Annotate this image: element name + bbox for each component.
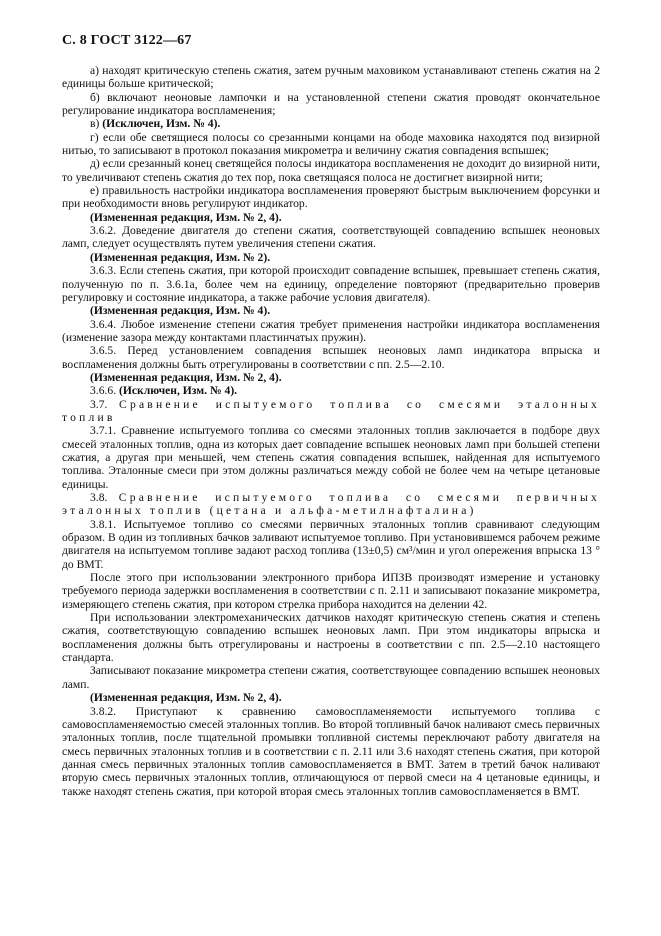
- paragraph-text: 3.8.1. Испытуемое топливо со смесями первичных эталонных топлив сравнивают следующим образом. В один из топливных бачков заливают испытуемое топливо. При установившемся рабочем режиме двигателя на испытуемом топливе задают расход топлива (13±0,5) см³/мин и угол опережения впрыска 13 ° до ВМТ.: [62, 517, 600, 571]
- paragraph: [62, 131, 600, 158]
- paragraph: [62, 184, 600, 211]
- paragraph: [62, 318, 600, 345]
- paragraph-text: 3.6.5. Перед установлением совпадения вспышек неоновых ламп индикатора впрыска и воспламенения должны быть отрегулированы в соответствии с пп. 2.5—2.10.: [62, 344, 600, 371]
- amendment-note: [62, 251, 600, 264]
- paragraph-text: (Исключен, Изм. № 4).: [102, 117, 221, 131]
- paragraph-text: 3.6.4. Любое изменение степени сжатия требует применения настройки индикатора воспламенения (изменение зазора между контактами пластинчатых пружин).: [62, 317, 600, 344]
- paragraph: [62, 611, 600, 664]
- paragraph: [62, 424, 600, 491]
- paragraph-text: 3.8.2. Приступают к сравнению самовоспламеняемости испытуемого топлива с самовоспламеняемостью смесей эталонных топлив. Во второй топливный бачок наливают смесь первичных эталонных топлив, после тщательной промывки топливной системы переключают работу двигателя на смесь первичных эталонных топлив и в соответствии с п. 2.11 или 3.6 находят степень сжатия, при которой данная смесь первичных эталонных топлив самовоспламеняется в ВМТ. Затем в третий бачок наливают вторую смесь первичных эталонных топлив, отличающуюся от первой смеси на 4 цетановые единицы, и также находят степень сжатия, при которой вторая смесь эталонных топлив самовоспламеняется в ВМТ.: [62, 704, 600, 798]
- paragraph-number: 3.8.: [90, 491, 119, 504]
- paragraph: [62, 157, 600, 184]
- paragraph-text: (Измененная редакция, Изм. № 4).: [90, 304, 271, 318]
- paragraph-number: 3.6.6.: [90, 384, 119, 398]
- paragraph-text: Записывают показание микрометра степени сжатия, соответствующее совпадению вспышек неоновых ламп.: [62, 664, 600, 691]
- page-header: С. 8 ГОСТ 3122—67: [62, 33, 192, 48]
- paragraph-number: 3.7.: [90, 397, 120, 411]
- paragraph-text: При использовании электромеханических датчиков находят критическую степень сжатия и степень сжатия, соответствующую совпадению вспышек неоновых ламп. При этом индикаторы впрыска и воспламенения должны быть отрегулированы и настроены в соответствии с пп. 2.5—2.10 настоящего стандарта.: [62, 611, 600, 665]
- paragraph: [62, 344, 600, 371]
- paragraph-text: б) включают неоновые лампочки и на установленной степени сжатия проводят окончательное регулирование индикатора воспламенения;: [62, 90, 600, 118]
- paragraph-text: 3.7.1. Сравнение испытуемого топлива со смесями эталонных топлив заключается в подборе двух смесей эталонных топлив, одна из которых дает совпадение вспышек неоновых ламп при большей степени сжатия, а другая при меньшей, чем степень сжатия совпадения вспышек, найденная для испытуемого топлива. Эталонные смеси при этом должны различаться между собой не более чем на четыре цетановые единицы.: [62, 424, 600, 491]
- paragraph-text: (Измененная редакция, Изм. № 2, 4).: [90, 370, 282, 384]
- paragraph-text: е) правильность настройки индикатора воспламенения проверяют быстрым выключением форсунки и при необходимости вновь регулируют индикатор.: [62, 184, 600, 211]
- section-heading: [62, 491, 600, 518]
- amendment-note: [62, 117, 600, 130]
- section-heading: [62, 398, 600, 425]
- paragraph: [62, 705, 600, 798]
- paragraph-text: (Измененная редакция, Изм. № 2, 4).: [90, 691, 282, 705]
- paragraph-text: (Измененная редакция, Изм. № 2).: [90, 250, 271, 264]
- amendment-note: [62, 371, 600, 384]
- paragraph: [62, 571, 600, 611]
- amendment-note: [62, 211, 600, 224]
- paragraph-text: (Исключен, Изм. № 4).: [118, 384, 238, 398]
- amendment-note: [62, 384, 600, 397]
- paragraph-text: Сравнение испытуемого топлива со смесями первичных эталонных топлив (цетана и альфа-метилнафталина): [62, 491, 600, 518]
- paragraph-number: в): [90, 117, 103, 131]
- paragraph-text: 3.6.2. Доведение двигателя до степени сжатия, соответствующей совпадению вспышек неоновых ламп, следует осуществлять путем увеличения степени сжатия.: [62, 224, 600, 251]
- amendment-note: [62, 304, 600, 317]
- paragraph: [62, 264, 600, 304]
- paragraph: [62, 91, 600, 118]
- paragraph-text: Сравнение испытуемого топлива со смесями эталонных топлив: [62, 397, 600, 424]
- paragraph-text: д) если срезанный конец светящейся полосы индикатора воспламенения не доходит до визирной нити, то увеличивают степень сжатия до тех пор, пока светящаяся полоса не достигнет визирной нити;: [62, 157, 600, 184]
- document-body: [62, 64, 600, 798]
- paragraph: [62, 664, 600, 691]
- paragraph-text: После этого при использовании электронного прибора ИПЗВ производят измерение и установку требуемого периода задержки воспламенения в соответствии с п. 2.11 и записывают показание микрометра, измеряющего степень сжатия, при котором стрелка прибора находится на делении 42.: [62, 571, 600, 611]
- paragraph: [62, 64, 600, 91]
- paragraph: [62, 518, 600, 571]
- paragraph-text: а) находят критическую степень сжатия, затем ручным маховиком устанавливают степень сжатия на 2 единицы больше критической;: [62, 64, 600, 91]
- paragraph-text: 3.6.3. Если степень сжатия, при которой происходит совпадение вспышек, превышает степень сжатия, полученную по п. 3.6.1а, более чем на единицу, определение повторяют (предварительно проверив регулировку и состояние индикатора, а также рабочие условия двигателя).: [62, 264, 600, 304]
- paragraph: [62, 224, 600, 251]
- amendment-note: [62, 691, 600, 704]
- paragraph-text: (Измененная редакция, Изм. № 2, 4).: [90, 210, 282, 224]
- paragraph-text: г) если обе светящиеся полосы со срезанными концами на ободе маховика находятся под визирной нитью, то записывают в протокол показания микрометра и величину сжатия совпадения вспышек;: [62, 130, 600, 158]
